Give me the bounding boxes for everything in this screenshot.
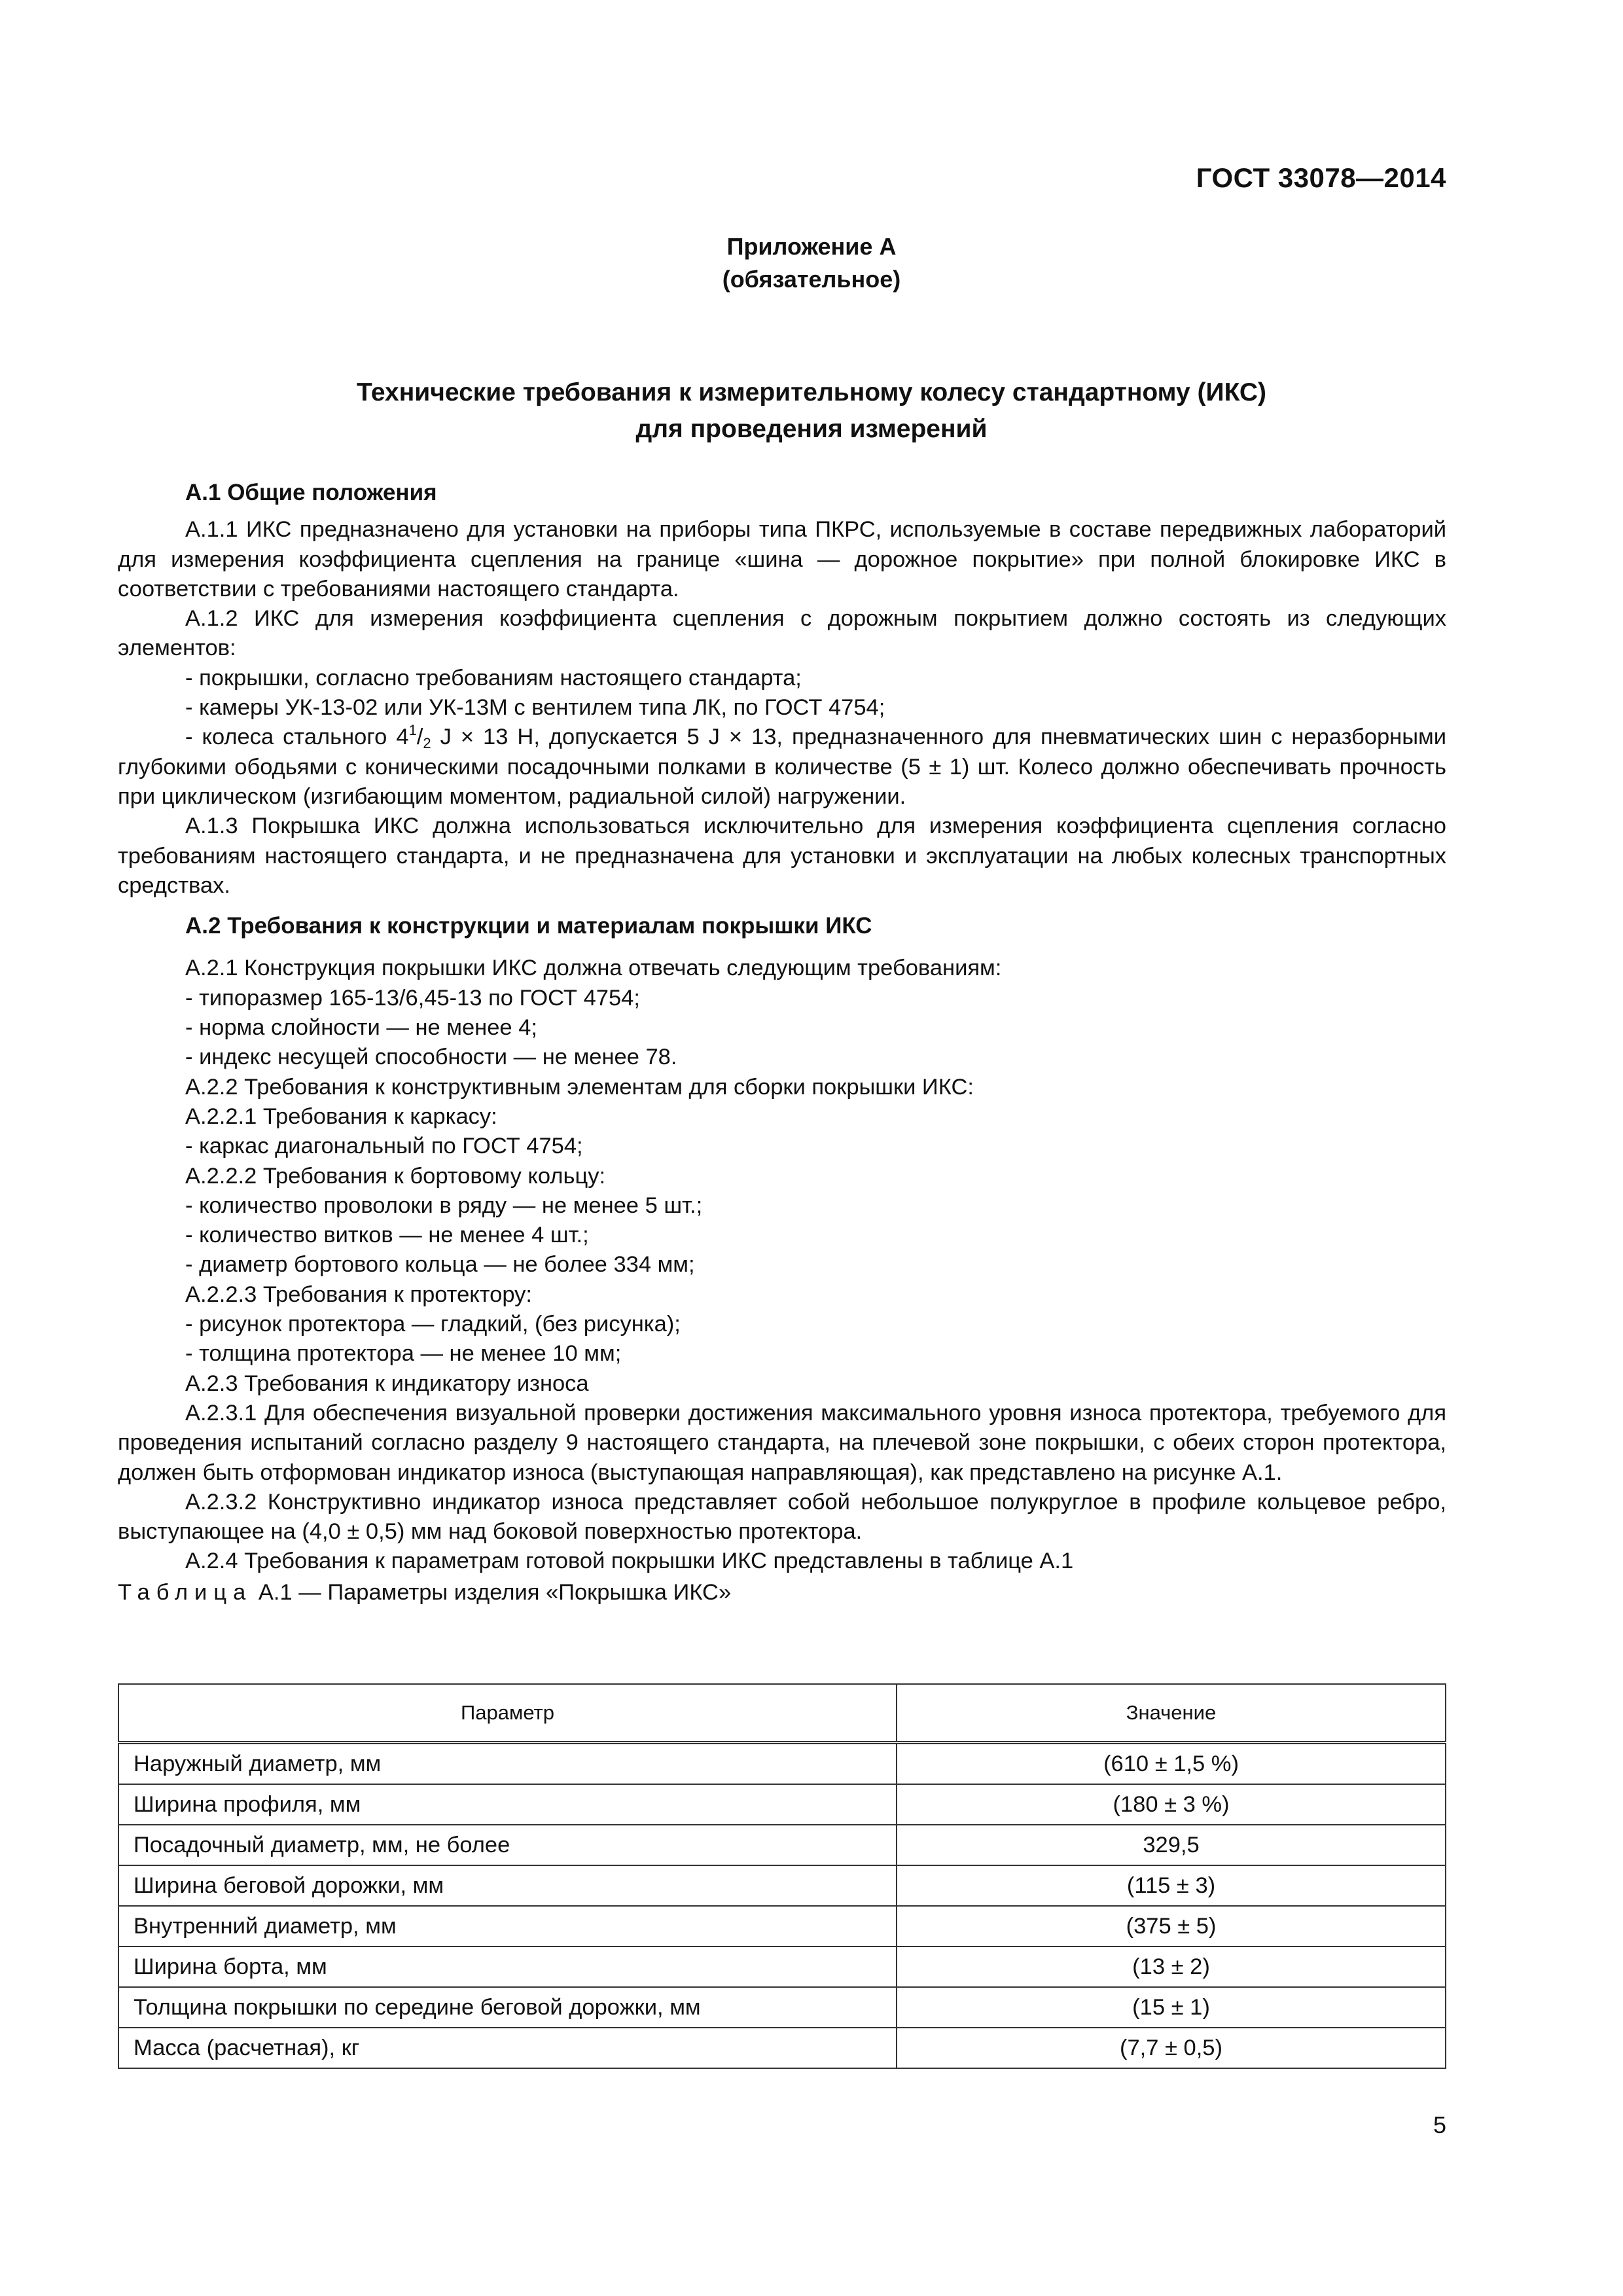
wheel-fraction-slash: / — [416, 725, 423, 750]
wheel-fraction-den: 2 — [423, 735, 431, 752]
section-2-line: А.2.2 Требования к конструктивным элементам для сборки покрышки ИКС: — [185, 1074, 974, 1100]
section-2-line: - диаметр бортового кольца — не более 334 мм; — [185, 1252, 695, 1278]
list-item-tube: - камеры УК-13-02 или УК-13М с вентилем типа ЛК, по ГОСТ 4754; — [185, 695, 885, 721]
paragraph-a-2-4: А.2.4 Требования к параметрам готовой покрышки ИКС представлены в таблице А.1 — [185, 1549, 1074, 1574]
table-cell-parameter: Толщина покрышки по середине беговой дорожки, мм — [118, 1987, 897, 2028]
paragraph-a-2-3-2: А.2.3.2 Конструктивно индикатор износа представляет собой небольшое полукруглое в профиле кольцевое ребро, выступающее на (4,0 ± 0,5) мм над боковой поверхностью протектора. — [118, 1489, 1446, 1545]
section-2-line: - количество витков — не менее 4 шт.; — [185, 1223, 589, 1248]
appendix-title: Приложение А — [726, 233, 897, 260]
table-cell-parameter: Ширина профиля, мм — [118, 1784, 897, 1825]
table-header-row — [118, 1684, 1446, 1743]
list-item-tire: - покрышки, согласно требованиям настоящего стандарта; — [185, 665, 802, 691]
table-cell-parameter: Масса (расчетная), кг — [118, 2028, 897, 2068]
section-1-heading: А.1 Общие положения — [185, 480, 437, 505]
section-2-line: - типоразмер 165-13/6,45-13 по ГОСТ 4754; — [185, 985, 640, 1011]
table-cell-value: (15 ± 1) — [897, 1987, 1446, 2028]
paragraph-a-1-1: А.1.1 ИКС предназначено для установки на приборы типа ПКРС, используемые в составе передвижных лабораторий для измерения коэффициента сцепления на границе «шина — дорожное покрытие» при полной блокировке ИКС в соответствии с требованиями настоящего стандарта. — [118, 517, 1446, 601]
section-2-line: - толщина протектора — не менее 10 мм; — [185, 1341, 622, 1367]
section-2-heading: А.2 Требования к конструкции и материалам покрышки ИКС — [185, 913, 872, 939]
section-2-line: - норма слойности — не менее 4; — [185, 1015, 537, 1041]
table-cell-value: (180 ± 3 %) — [897, 1784, 1446, 1825]
wheel-text-b: J × 13 Н, допускается 5 J × 13, предназначенного для пневматических шин с неразборными глубокими ободьями с коническими посадочными полками в количестве (5 ± 1) шт. Колесо должно обеспечивать прочность при циклическом (изгибающим моментом, радиальной силой) нагружении. — [118, 725, 1446, 809]
paragraph-a-1-3: А.1.3 Покрышка ИКС должна использоваться исключительно для измерения коэффициента сцепления согласно требованиям настоящего стандарта, и не предназначена для установки и эксплуатации на любых колесных транспортных средствах. — [118, 814, 1446, 898]
table-caption-word: Таблица — [118, 1579, 253, 1605]
title-line-1: Технические требования к измерительному колесу стандартному (ИКС) — [356, 378, 1267, 406]
section-2-line: - количество проволоки в ряду — не менее 5 шт.; — [185, 1193, 703, 1218]
wheel-fraction-num: 1 — [408, 722, 417, 739]
table-cell-parameter: Ширина беговой дорожки, мм — [118, 1865, 897, 1906]
document-title — [0, 374, 1623, 448]
title-line-2: для проведения измерений — [635, 415, 988, 443]
table-cell-value: (115 ± 3) — [897, 1865, 1446, 1906]
table-row — [118, 1743, 1446, 1785]
table-cell-parameter: Посадочный диаметр, мм, не более — [118, 1825, 897, 1865]
standard-number: ГОСТ 33078—2014 — [1196, 162, 1446, 193]
parameters-table — [118, 1683, 1446, 2069]
list-item-wheel — [118, 723, 1446, 812]
appendix-heading — [0, 230, 1623, 296]
table-cell-parameter: Внутренний диаметр, мм — [118, 1906, 897, 1946]
paragraph-a-2-3-1: А.2.3.1 Для обеспечения визуальной проверки достижения максимального уровня износа протектора, требуемого для проведения испытаний согласно разделу 9 настоящего стандарта, на плечевой зоне покрышки, с обеих сторон протектора, должен быть отформован индикатор износа (выступающая направляющая), как представлено на рисунке А.1. — [118, 1400, 1446, 1485]
table-cell-value: (610 ± 1,5 %) — [897, 1743, 1446, 1785]
section-2-line: А.2.2.1 Требования к каркасу: — [185, 1103, 497, 1129]
section-2-line: А.2.1 Конструкция покрышки ИКС должна отвечать следующим требованиям: — [185, 956, 1002, 981]
table-cell-value: 329,5 — [897, 1825, 1446, 1865]
table-row — [118, 1825, 1446, 1865]
appendix-status: (обязательное) — [722, 266, 901, 293]
table-cell-parameter: Наружный диаметр, мм — [118, 1743, 897, 1785]
section-2-line: А.2.3 Требования к индикатору износа — [185, 1371, 589, 1396]
table-cell-value: (375 ± 5) — [897, 1906, 1446, 1946]
column-header-parameter: Параметр — [118, 1684, 897, 1743]
table-row — [118, 1784, 1446, 1825]
page-number: 5 — [1433, 2111, 1446, 2138]
table-row — [118, 1865, 1446, 1906]
document-body — [118, 478, 1446, 1607]
table-row — [118, 2028, 1446, 2068]
wheel-text-a: - колеса стального 4 — [185, 725, 409, 750]
table-row — [118, 1946, 1446, 1987]
section-2-line: - каркас диагональный по ГОСТ 4754; — [185, 1134, 583, 1159]
table-caption — [118, 1578, 1446, 1607]
table-caption-text: А.1 — Параметры изделия «Покрышка ИКС» — [252, 1579, 732, 1605]
table-cell-value: (7,7 ± 0,5) — [897, 2028, 1446, 2068]
table-row — [118, 1906, 1446, 1946]
table-cell-parameter: Ширина борта, мм — [118, 1946, 897, 1987]
section-2-line: - индекс несущей способности — не менее 78. — [185, 1045, 677, 1070]
paragraph-a-1-2: А.1.2 ИКС для измерения коэффициента сцепления с дорожным покрытием должно состоять из следующих элементов: — [118, 606, 1446, 661]
table-cell-value: (13 ± 2) — [897, 1946, 1446, 1987]
column-header-value: Значение — [897, 1684, 1446, 1743]
table-row — [118, 1987, 1446, 2028]
section-2-line: А.2.2.2 Требования к бортовому кольцу: — [185, 1163, 606, 1189]
section-2-line: А.2.2.3 Требования к протектору: — [185, 1282, 532, 1307]
section-2-line: - рисунок протектора — гладкий, (без рисунка); — [185, 1312, 681, 1337]
